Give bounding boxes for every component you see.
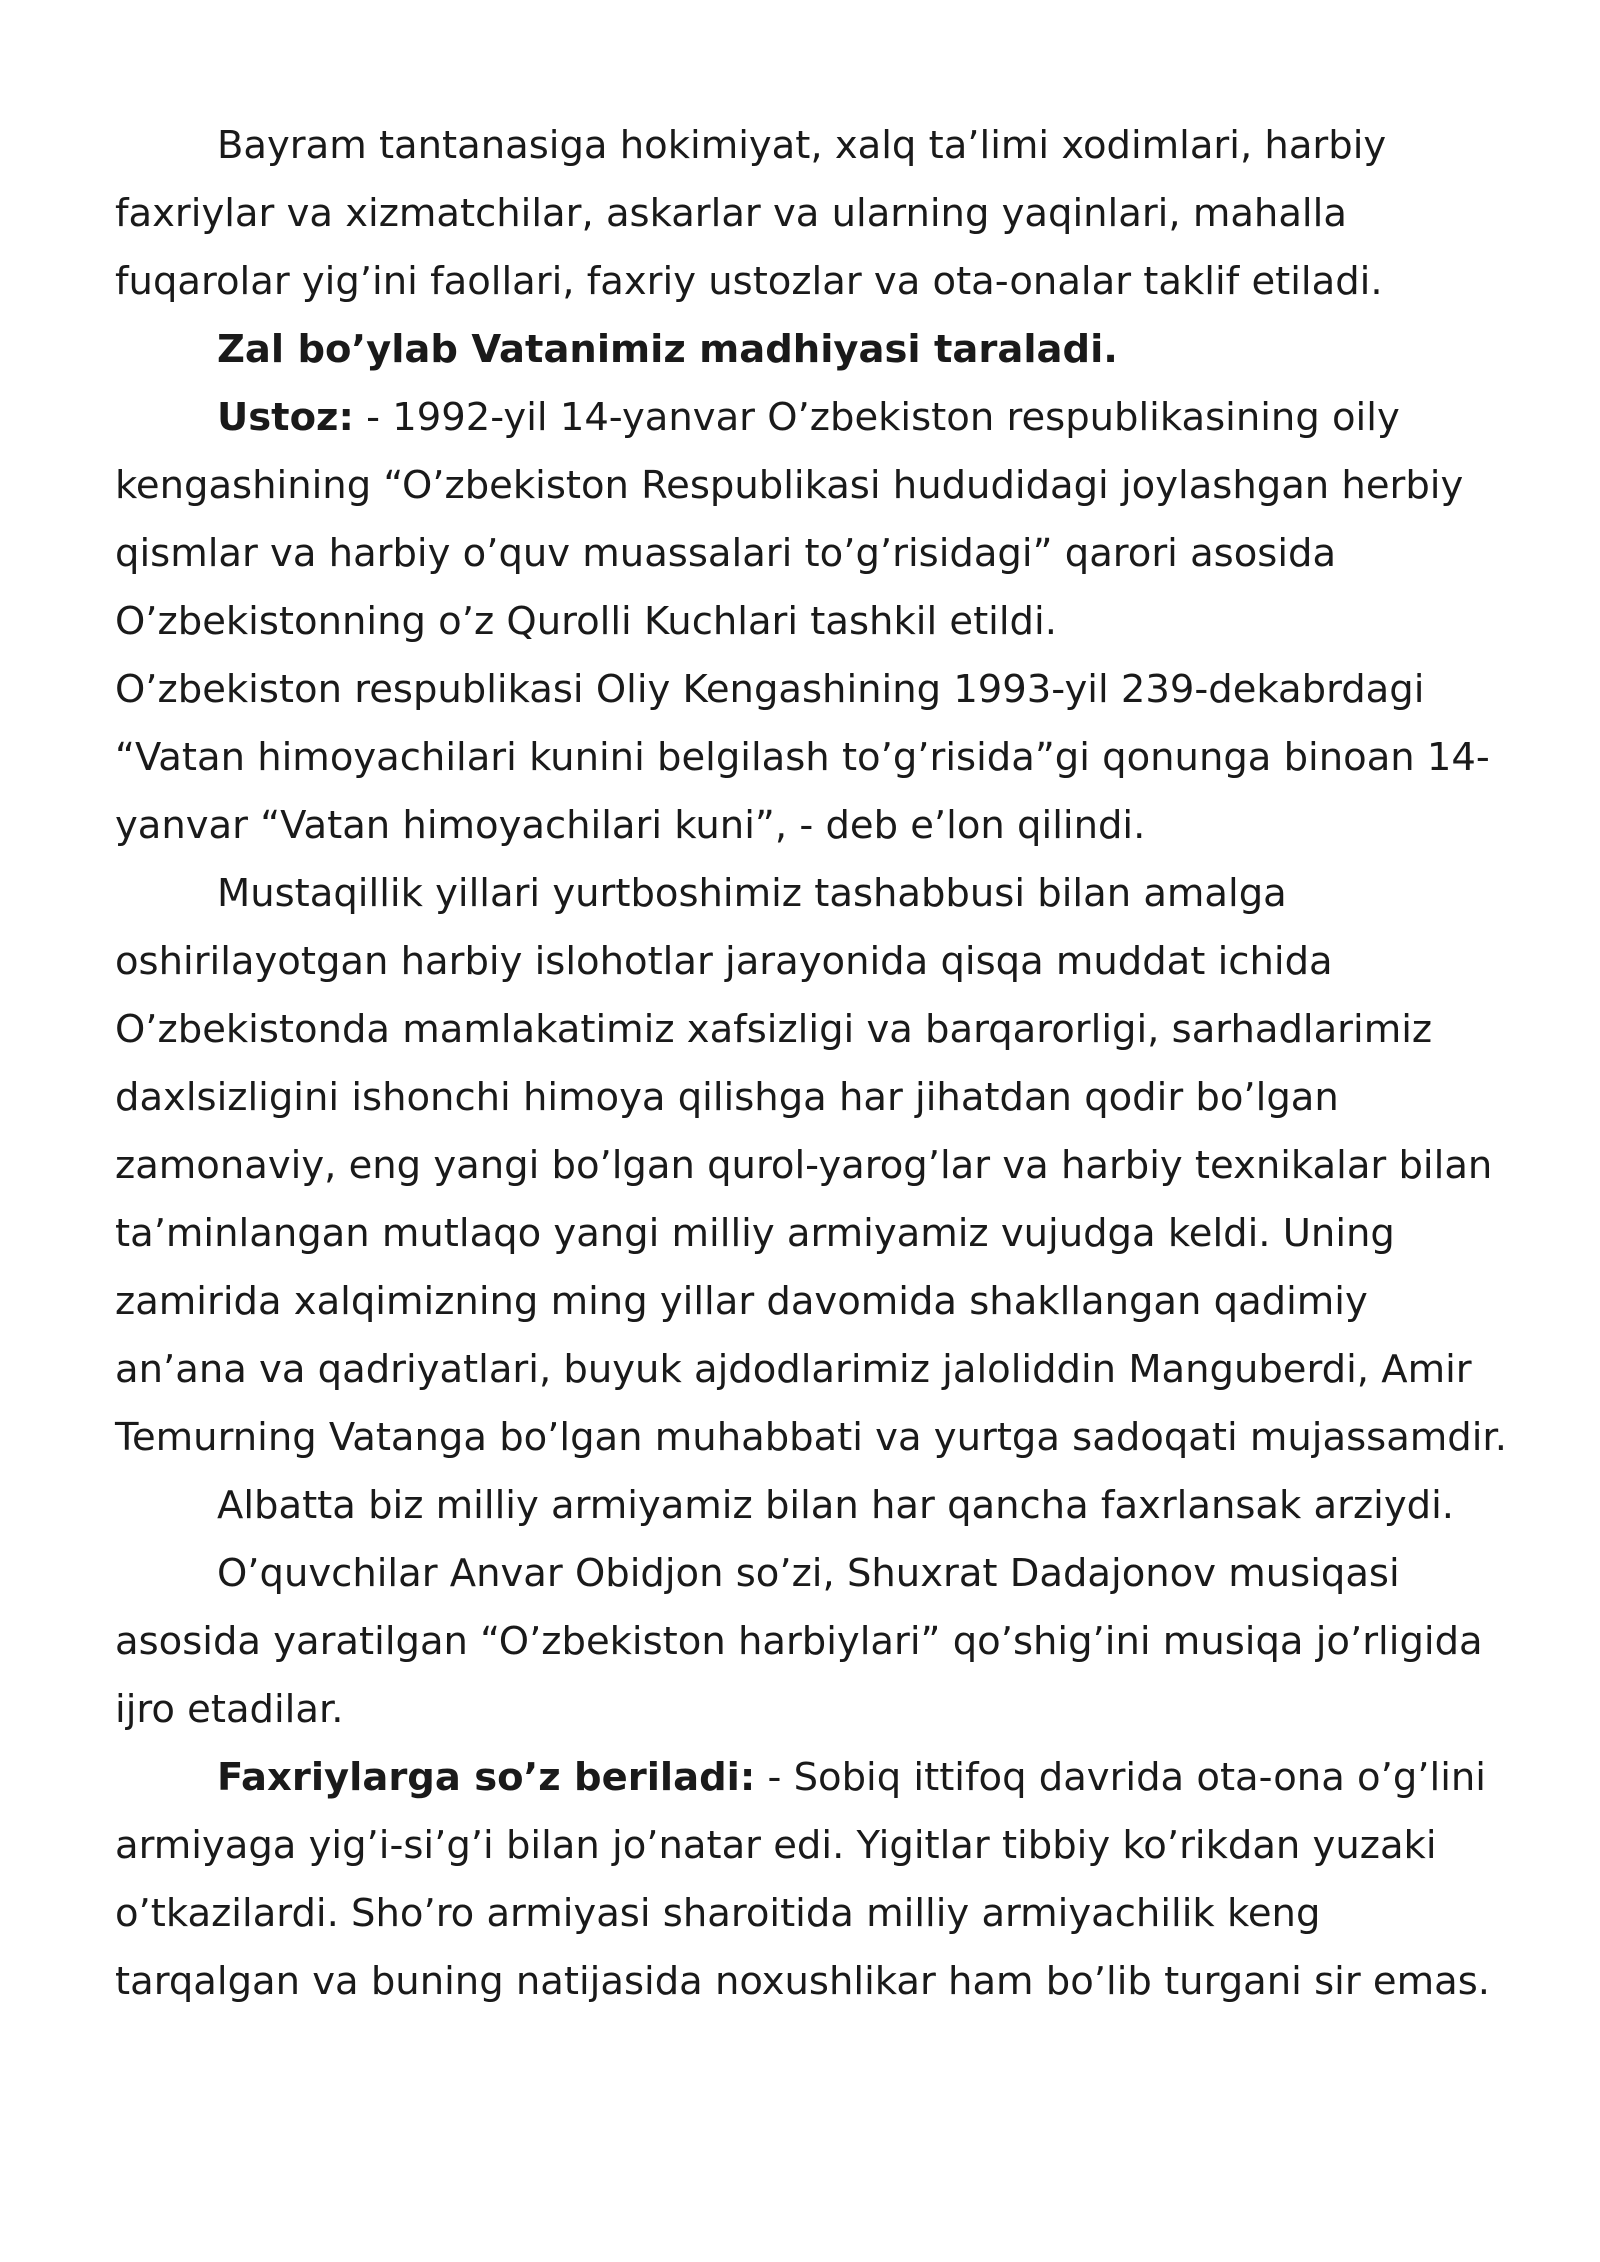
paragraph-guests-text: Bayram tantanasiga hokimiyat, xalq ta’limi xodimlari, harbiy faxriylar va xizmatchilar, askarlar va ularning yaqinlari, mahalla fuqarolar yig’ini faollari, faxriy ustozlar va ota-onalar taklif etiladi. xyxy=(115,123,1387,304)
document-page xyxy=(115,112,1510,2016)
paragraph-defenders-day-text: O’zbekiston respublikasi Oliy Kengashining 1993-yil 239-dekabrdagi “Vatan himoyachilari kunini belgilash to’g’risida”gi qonunga binoan 14-yanvar “Vatan himoyachilari kuni”, - deb e’lon qilindi. xyxy=(115,667,1490,848)
paragraph-independence-text: Mustaqillik yillari yurtboshimiz tashabbusi bilan amalga oshirilayotgan harbiy islohotlar jarayonida qisqa muddat ichida O’zbekistonda mamlakatimiz xafsizligi va barqarorligi, sarhadlarimiz daxlsizligini ishonchi himoya qilishga har jihatdan qodir bo’lgan zamonaviy, eng yangi bo’lgan qurol-yarog’lar va harbiy texnikalar bilan ta’minlangan mutlaqo yangi milliy armiyamiz vujudga keldi. Uning zamirida xalqimizning ming yillar davomida shakllangan qadimiy an’ana va qadriyatlari, buyuk ajdodlarimiz jaloliddin Manguberdi, Amir Temurning Vatanga bo’lgan muhabbati va yurtga sadoqati mujassamdir. xyxy=(115,871,1507,1460)
speaker-label-teacher: Ustoz: xyxy=(217,395,354,440)
paragraph-teacher-text: - 1992-yil 14-yanvar O’zbekiston respublikasining oily kengashining “O’zbekiston Respublikasi hududidagi joylashgan herbiy qismlar va harbiy o’quv muassalari to’g’risidagi” qarori asosida O’zbekistonning o’z Qurolli Kuchlari tashkil etildi. xyxy=(115,395,1464,644)
paragraph-song-text: O’quvchilar Anvar Obidjon so’zi, Shuxrat Dadajonov musiqasi asosida yaratilgan “O’zbekiston harbiylari” qo’shig’ini musiqa jo’rligida ijro etadilar. xyxy=(115,1551,1483,1732)
paragraph-veterans-text: - Sobiq ittifoq davrida ota-ona o’g’lini armiyaga yig’i-si’g’i bilan jo’natar edi. Yigitlar tibbiy ko’rikdan yuzaki o’tkazilardi. Sho’ro armiyasi sharoitida milliy armiyachilik keng tarqalgan va buning natijasida noxushlikar ham bo’lib turgani sir emas. xyxy=(115,1755,1491,2004)
paragraph-pride xyxy=(115,1472,1510,1540)
paragraph-anthem xyxy=(115,316,1510,384)
paragraph-song xyxy=(115,1540,1510,1744)
paragraph-independence xyxy=(115,860,1510,1472)
speaker-label-veterans: Faxriylarga so’z beriladi: xyxy=(217,1755,756,1800)
paragraph-anthem-text: Zal bo’ylab Vatanimiz madhiyasi taraladi. xyxy=(217,327,1118,372)
paragraph-guests xyxy=(115,112,1510,316)
paragraph-pride-text: Albatta biz milliy armiyamiz bilan har qancha faxrlansak arziydi. xyxy=(217,1483,1455,1528)
paragraph-veterans xyxy=(115,1744,1510,2016)
paragraph-defenders-day xyxy=(115,656,1510,860)
paragraph-teacher xyxy=(115,384,1510,656)
